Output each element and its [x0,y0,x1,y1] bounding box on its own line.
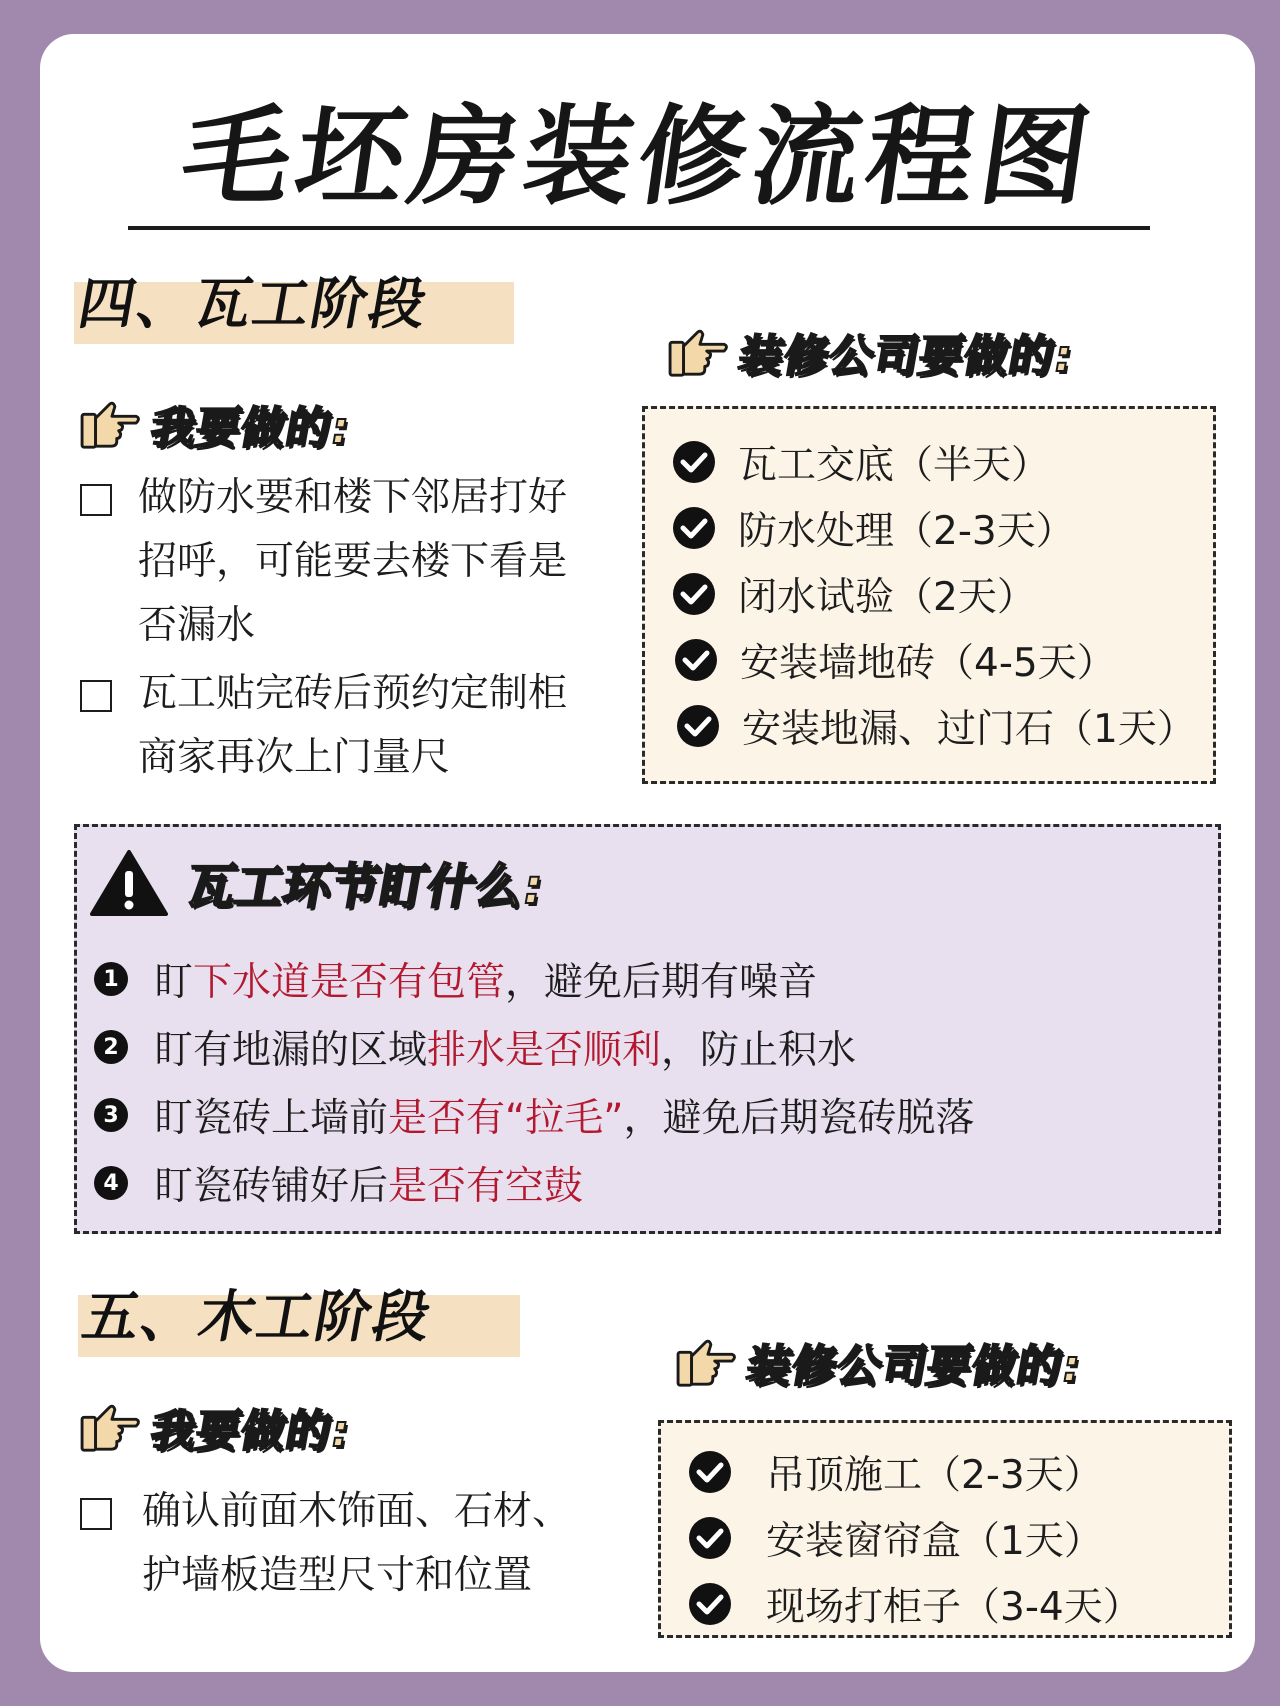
check-circle-icon [688,1516,732,1560]
check-circle-icon [674,638,718,682]
number-badge: 3 [94,1098,128,1132]
section-header-tile-stage [73,272,514,344]
watch-item [94,951,817,1007]
watch-highlight: 排水是否顺利 [427,1028,662,1073]
watch-highlight: 是否有“拉毛” [388,1096,624,1141]
check-circle-icon [672,572,716,616]
pointing-hand-icon [668,325,730,379]
check-circle-icon [688,1582,732,1626]
company-task [674,632,1116,688]
watch-text: 盯有地漏的区域 [154,1028,428,1073]
watch-item [94,1155,583,1211]
page-title: 毛坯房装修流程图 [173,95,1104,220]
watch-text: 盯瓷砖铺好后 [154,1164,389,1209]
check-circle-icon [672,506,716,550]
watch-text: 盯瓷砖上墙前 [154,1096,389,1141]
company-task [672,434,1050,490]
todo-line: 护墙板造型尺寸和位置 [142,1553,533,1598]
pointing-hand-icon [676,1335,738,1389]
watch-highlight: 下水道是否有包管 [193,960,506,1005]
section-title-carpentry-stage: 五、木工阶段 [77,1285,437,1350]
company-task [676,698,1196,754]
check-circle-icon [676,704,720,748]
company-task-label: 防水处理（2-3天） [738,509,1075,554]
check-circle-icon [672,440,716,484]
company-task [672,566,1036,622]
todo-line: 招呼，可能要去楼下看是 [138,539,568,584]
pointing-hand-icon [80,1400,142,1454]
company-heading-stage4 [668,320,1078,384]
watch-text: ，避免后期瓷砖脱落 [623,1096,975,1141]
company-task-label: 吊顶施工（2-3天） [766,1453,1103,1498]
check-circle-icon [688,1450,732,1494]
warning-icon [90,849,168,917]
me-heading-text: 我要做的: [146,1406,355,1457]
number-badge: 2 [94,1030,128,1064]
company-task-label: 瓦工交底（半天） [738,443,1051,488]
company-task-label: 安装地漏、过门石（1天） [742,707,1196,752]
watch-item [94,1019,856,1075]
todo-line: 商家再次上门量尺 [138,735,451,780]
me-heading-text: 我要做的: [146,403,355,454]
checkbox[interactable] [80,680,112,712]
watch-highlight: 是否有空鼓 [388,1164,584,1209]
number-badge: 1 [94,962,128,996]
watch-text: ，避免后期有噪音 [505,960,818,1005]
number-badge: 4 [94,1166,128,1200]
company-task [688,1444,1103,1500]
todo-line: 否漏水 [138,603,256,648]
me-heading-stage5 [80,1395,355,1459]
company-task-label: 现场打柜子（3-4天） [766,1585,1142,1630]
title-divider [128,226,1150,230]
company-heading-stage5 [676,1330,1086,1394]
section-title-tile-stage: 四、瓦工阶段 [73,272,433,337]
checkbox[interactable] [80,484,112,516]
me-heading-stage4 [80,392,355,456]
company-task-label: 闭水试验（2天） [738,575,1036,620]
section-header-carpentry-stage [77,1285,520,1357]
todo-line: 做防水要和楼下邻居打好 [138,475,568,520]
todo-line: 确认前面木饰面、石材、 [142,1489,572,1534]
watch-heading [90,848,548,917]
company-task [688,1510,1103,1566]
pointing-hand-icon [80,397,142,451]
company-task [672,500,1075,556]
watch-text: 盯 [154,960,194,1005]
watch-item [94,1087,974,1143]
company-task-label: 安装窗帘盒（1天） [766,1519,1103,1564]
watch-text: ，防止积水 [661,1028,857,1073]
company-task-label: 安装墙地砖（4-5天） [740,641,1116,686]
todo-line: 瓦工贴完砖后预约定制柜 [138,671,568,716]
checkbox[interactable] [80,1498,112,1530]
company-heading-text: 装修公司要做的: [742,1341,1086,1392]
company-heading-text: 装修公司要做的: [734,331,1078,382]
company-task [688,1576,1142,1632]
watch-heading-text: 瓦工环节盯什么: [182,859,548,915]
